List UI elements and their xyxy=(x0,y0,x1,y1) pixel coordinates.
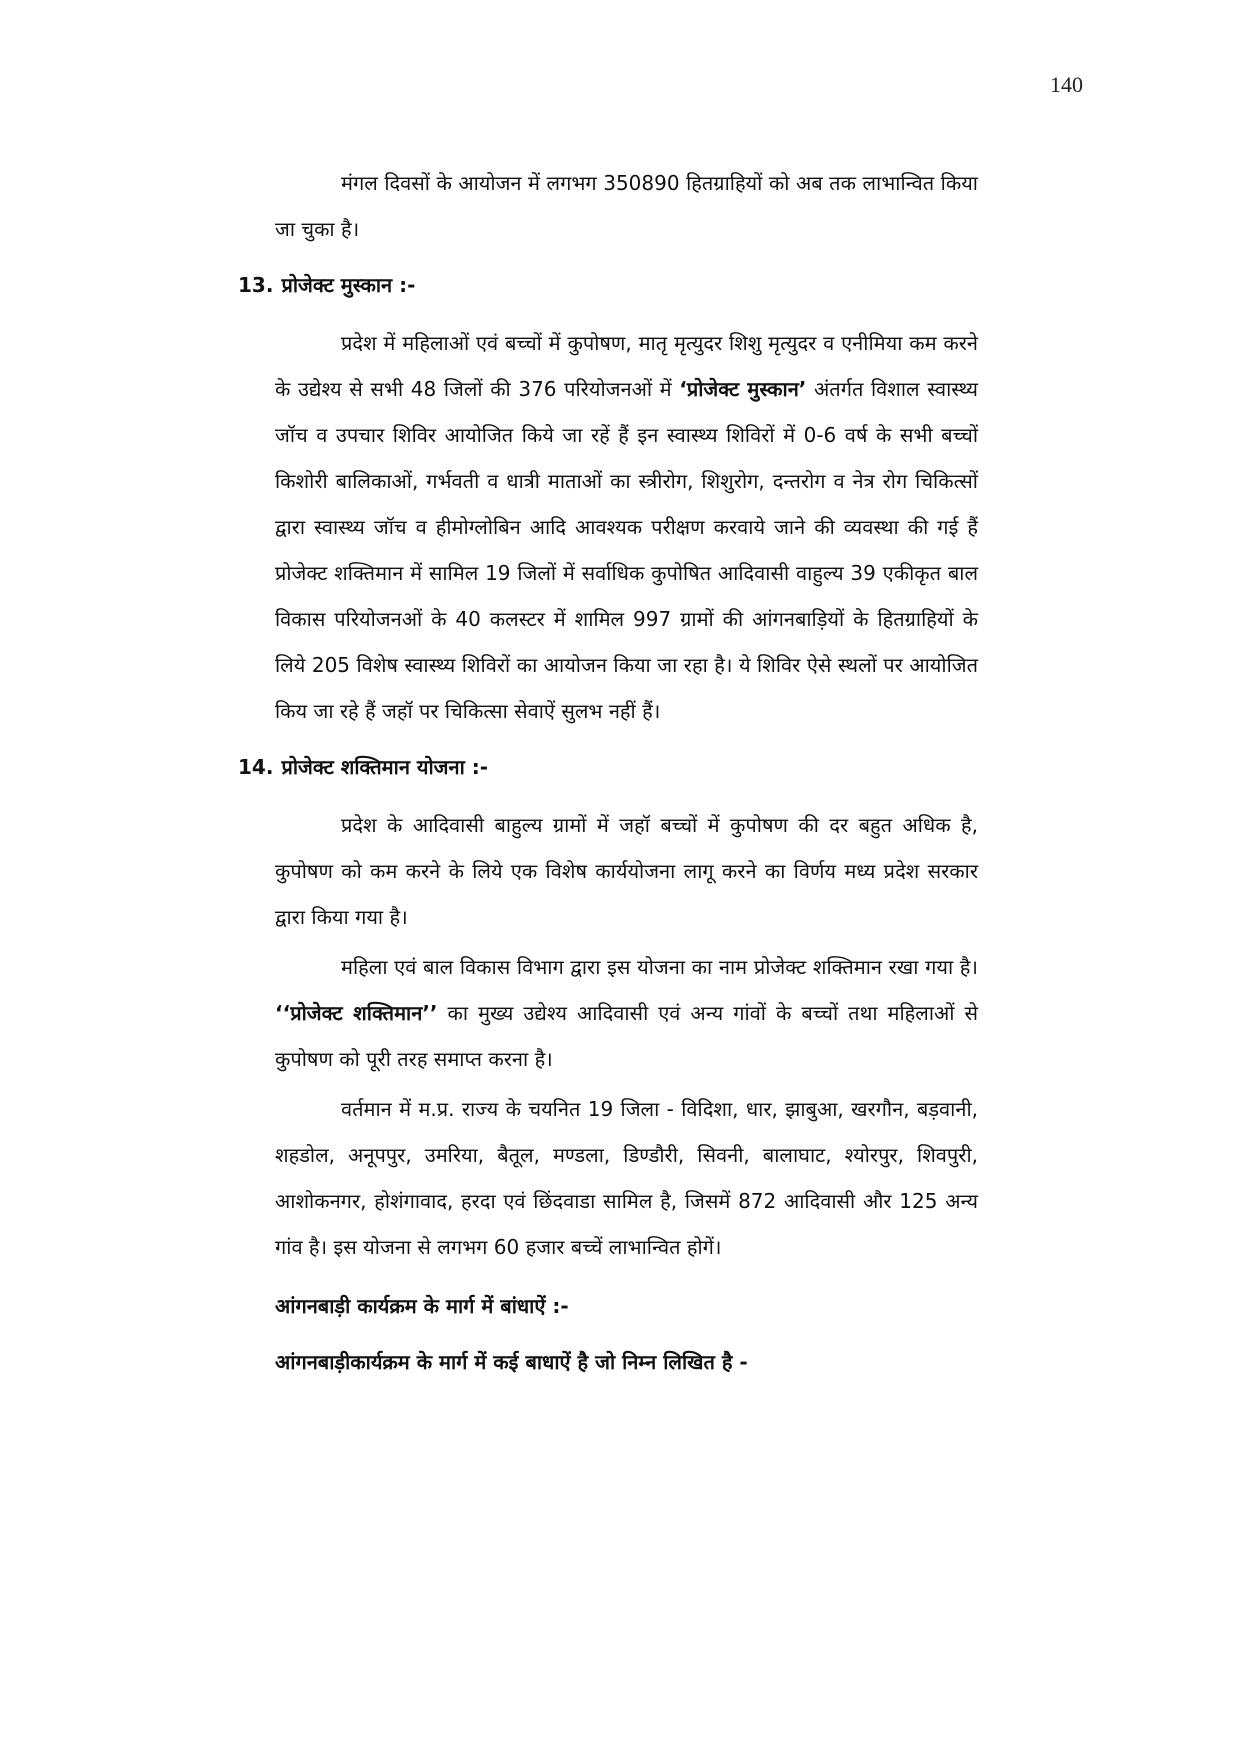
section-14-title: प्रोजेक्ट शक्तिमान योजना :- xyxy=(281,755,489,779)
section-13-text-b: अंतर्गत विशाल स्वास्थ्य जॉच व उपचार शिविर आयोजित किये जा रहें हैं इन स्वास्थ्य शिविरों में 0-6 वर्ष के सभी बच्चों किशोरी बालिकाओं, गर्भवती व धात्री माताओं का स्त्रीरोग, शिशुरोग, दन्तरोग व नेत्र रोग चिकित्सों द्वारा स्वास्थ्य जॉच व हीमोग्लोबिन आदि आवश्यक परीक्षण करवाये जाने की व्यवस्था की गई हैं प्रोजेक्ट शक्तिमान में सामिल 19 जिलों में सर्वाधिक कुपोषित आदिवासी वाहुल्य 39 एकीकृत बाल विकास परियोजनओं के 40 कलस्टर में शामिल 997 ग्रामों की आंगनबाड़ियों के हितग्राहियों के लिये 205 विशेष स्वास्थ्य शिविरों का आयोजन किया जा रहा है। ये शिविर ऐसे स्थलों पर आयोजित किय जा रहे हैं जहॉ पर चिकित्सा सेवाऐं सुलभ नहीं हैं। xyxy=(275,377,979,723)
obstacles-heading: आंगनबाड़ी कार्यक्रम के मार्ग में बांधाऐं :- xyxy=(275,1294,569,1318)
section-14-text-a: महिला एवं बाल विकास विभाग द्वारा इस योजना का नाम प्रोजेक्ट शक्तिमान रखा गया है। xyxy=(341,955,978,979)
section-13-number: 13. xyxy=(238,273,274,297)
section-13-text-a: प्रदेश में महिलाओं एवं बच्चों में कुपोषण, मातृ मृत्युदर शिशु मृत्युदर व एनीमिया कम करने के उद्येश्य से सभी 48 जिलों की 376 परियोजनओं में xyxy=(275,331,978,401)
project-muskaan-emphasis: ‘प्रोजेक्ट मुस्कान’ xyxy=(679,377,807,401)
page-number: 140 xyxy=(1050,72,1083,97)
project-shaktimaan-emphasis: ‘‘प्रोजेक्ट शक्तिमान’’ xyxy=(275,1001,438,1025)
section-14-paragraph-2 xyxy=(275,944,978,1082)
document-body xyxy=(238,160,979,1388)
obstacles-subheading: आंगनबाड़ीकार्यक्रम के मार्ग में कई बाधाऐं है जो निम्न लिखित है - xyxy=(275,1350,748,1374)
section-13-heading xyxy=(238,262,978,308)
section-14-text-b: का मुख्य उद्येश्य आदिवासी एवं अन्य गांवों के बच्चों तथा महिलाओं से कुपोषण को पूरी तरह समाप्त करना है। xyxy=(275,1001,978,1071)
section-13-paragraph xyxy=(275,320,978,734)
section-14-paragraph-1: प्रदेश के आदिवासी बाहुल्य ग्रामों में जहॉ बच्चों में कुपोषण की दर बहुत अधिक है, कुपोषण को कम करने के लिये एक विशेष कार्ययोजना लागू करने का विर्णय मध्य प्रदेश सरकार द्वारा किया गया है। xyxy=(275,813,978,929)
section-14-number: 14. xyxy=(238,755,274,779)
section-14-heading xyxy=(238,744,978,790)
intro-paragraph: मंगल दिवसों के आयोजन में लगभग 350890 हितग्राहियों को अब तक लाभान्वित किया जा चुका है। xyxy=(275,171,978,241)
section-13-title: प्रोजेक्ट मुस्कान :- xyxy=(281,273,416,297)
section-14-paragraph-3: वर्तमान में म.प्र. राज्य के चयनित 19 जिला - विदिशा, धार, झाबुआ, खरगौन, बड़वानी, शहडोल, अनूपपुर, उमरिया, बैतूल, मण्डला, डिण्डौरी, सिवनी, बालाघाट, श्योरपुर, शिवपुरी, आशोकनगर, होशंगावाद, हरदा एवं छिंदवाडा सामिल है, जिसमें 872 आदिवासी और 125 अन्य गांव है। इस योजना से लगभग 60 हजार बच्चें लाभान्वित होगें। xyxy=(275,1097,978,1259)
